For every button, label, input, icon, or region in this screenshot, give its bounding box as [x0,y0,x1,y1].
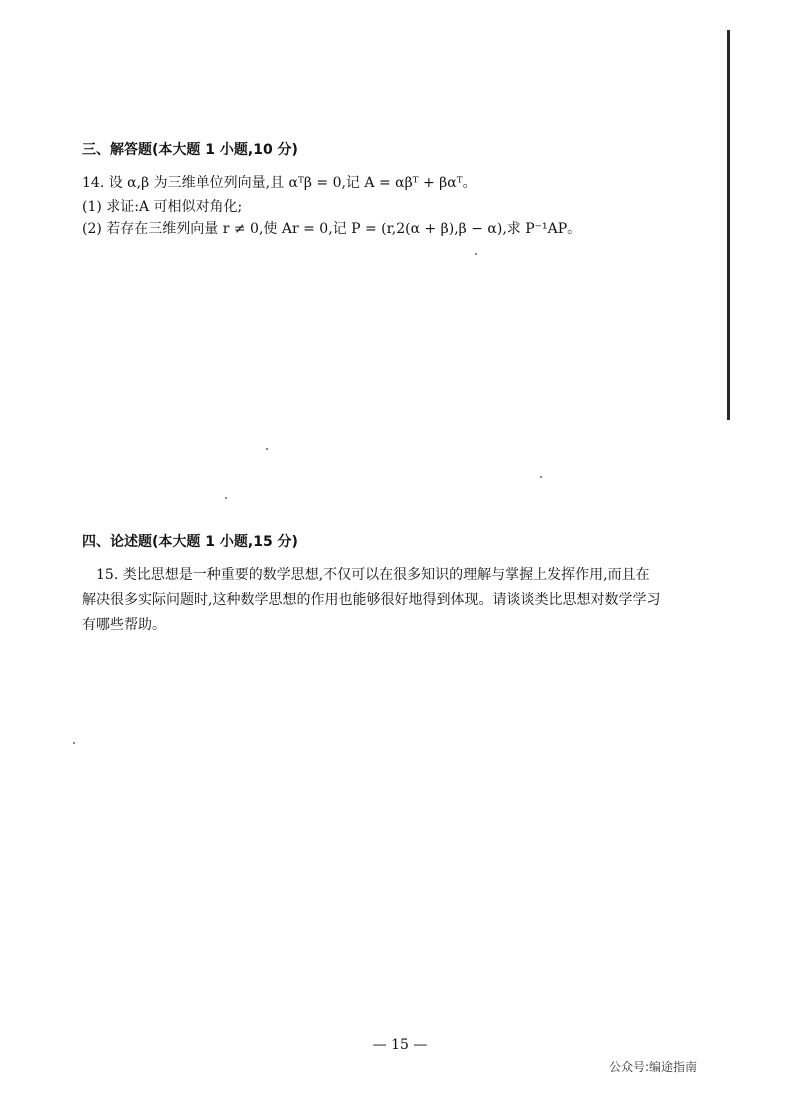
binding-margin-line [727,30,730,420]
section-3-heading: 三、解答题(本大题 1 小题,10 分) [82,142,298,158]
question-14-part-1: (1) 求证:A 可相似对角化; [82,199,243,215]
question-15-text: 15. 类比思想是一种重要的数学思想,不仅可以在很多知识的理解与掌握上发挥作用,而且在解决很多实际问题时,这种数学思想的作用也能够很好地得到体现。请谈谈类比思想对数学学习有哪些帮助。 [82,567,661,633]
scan-speck [266,448,268,450]
scan-speck [475,253,477,255]
section-4-heading: 四、论述题(本大题 1 小题,15 分) [82,534,298,550]
footer-note: 公众号:编途指南 [608,1060,697,1074]
page-number: — 15 — [372,1037,428,1053]
question-14-statement: 设 α,β 为三维单位列向量,且 αᵀβ = 0,记 A = αβᵀ + βαᵀ。 [108,175,477,191]
scan-speck [73,742,75,744]
scan-speck [540,476,542,478]
question-14-intro [82,174,477,192]
scan-speck [225,497,227,499]
question-14-part-2: (2) 若存在三维列向量 r ≠ 0,使 Ar = 0,记 P = (r,2(α + β),β − α),求 P⁻¹AP。 [82,221,582,237]
question-14-number: 14. [82,175,105,191]
